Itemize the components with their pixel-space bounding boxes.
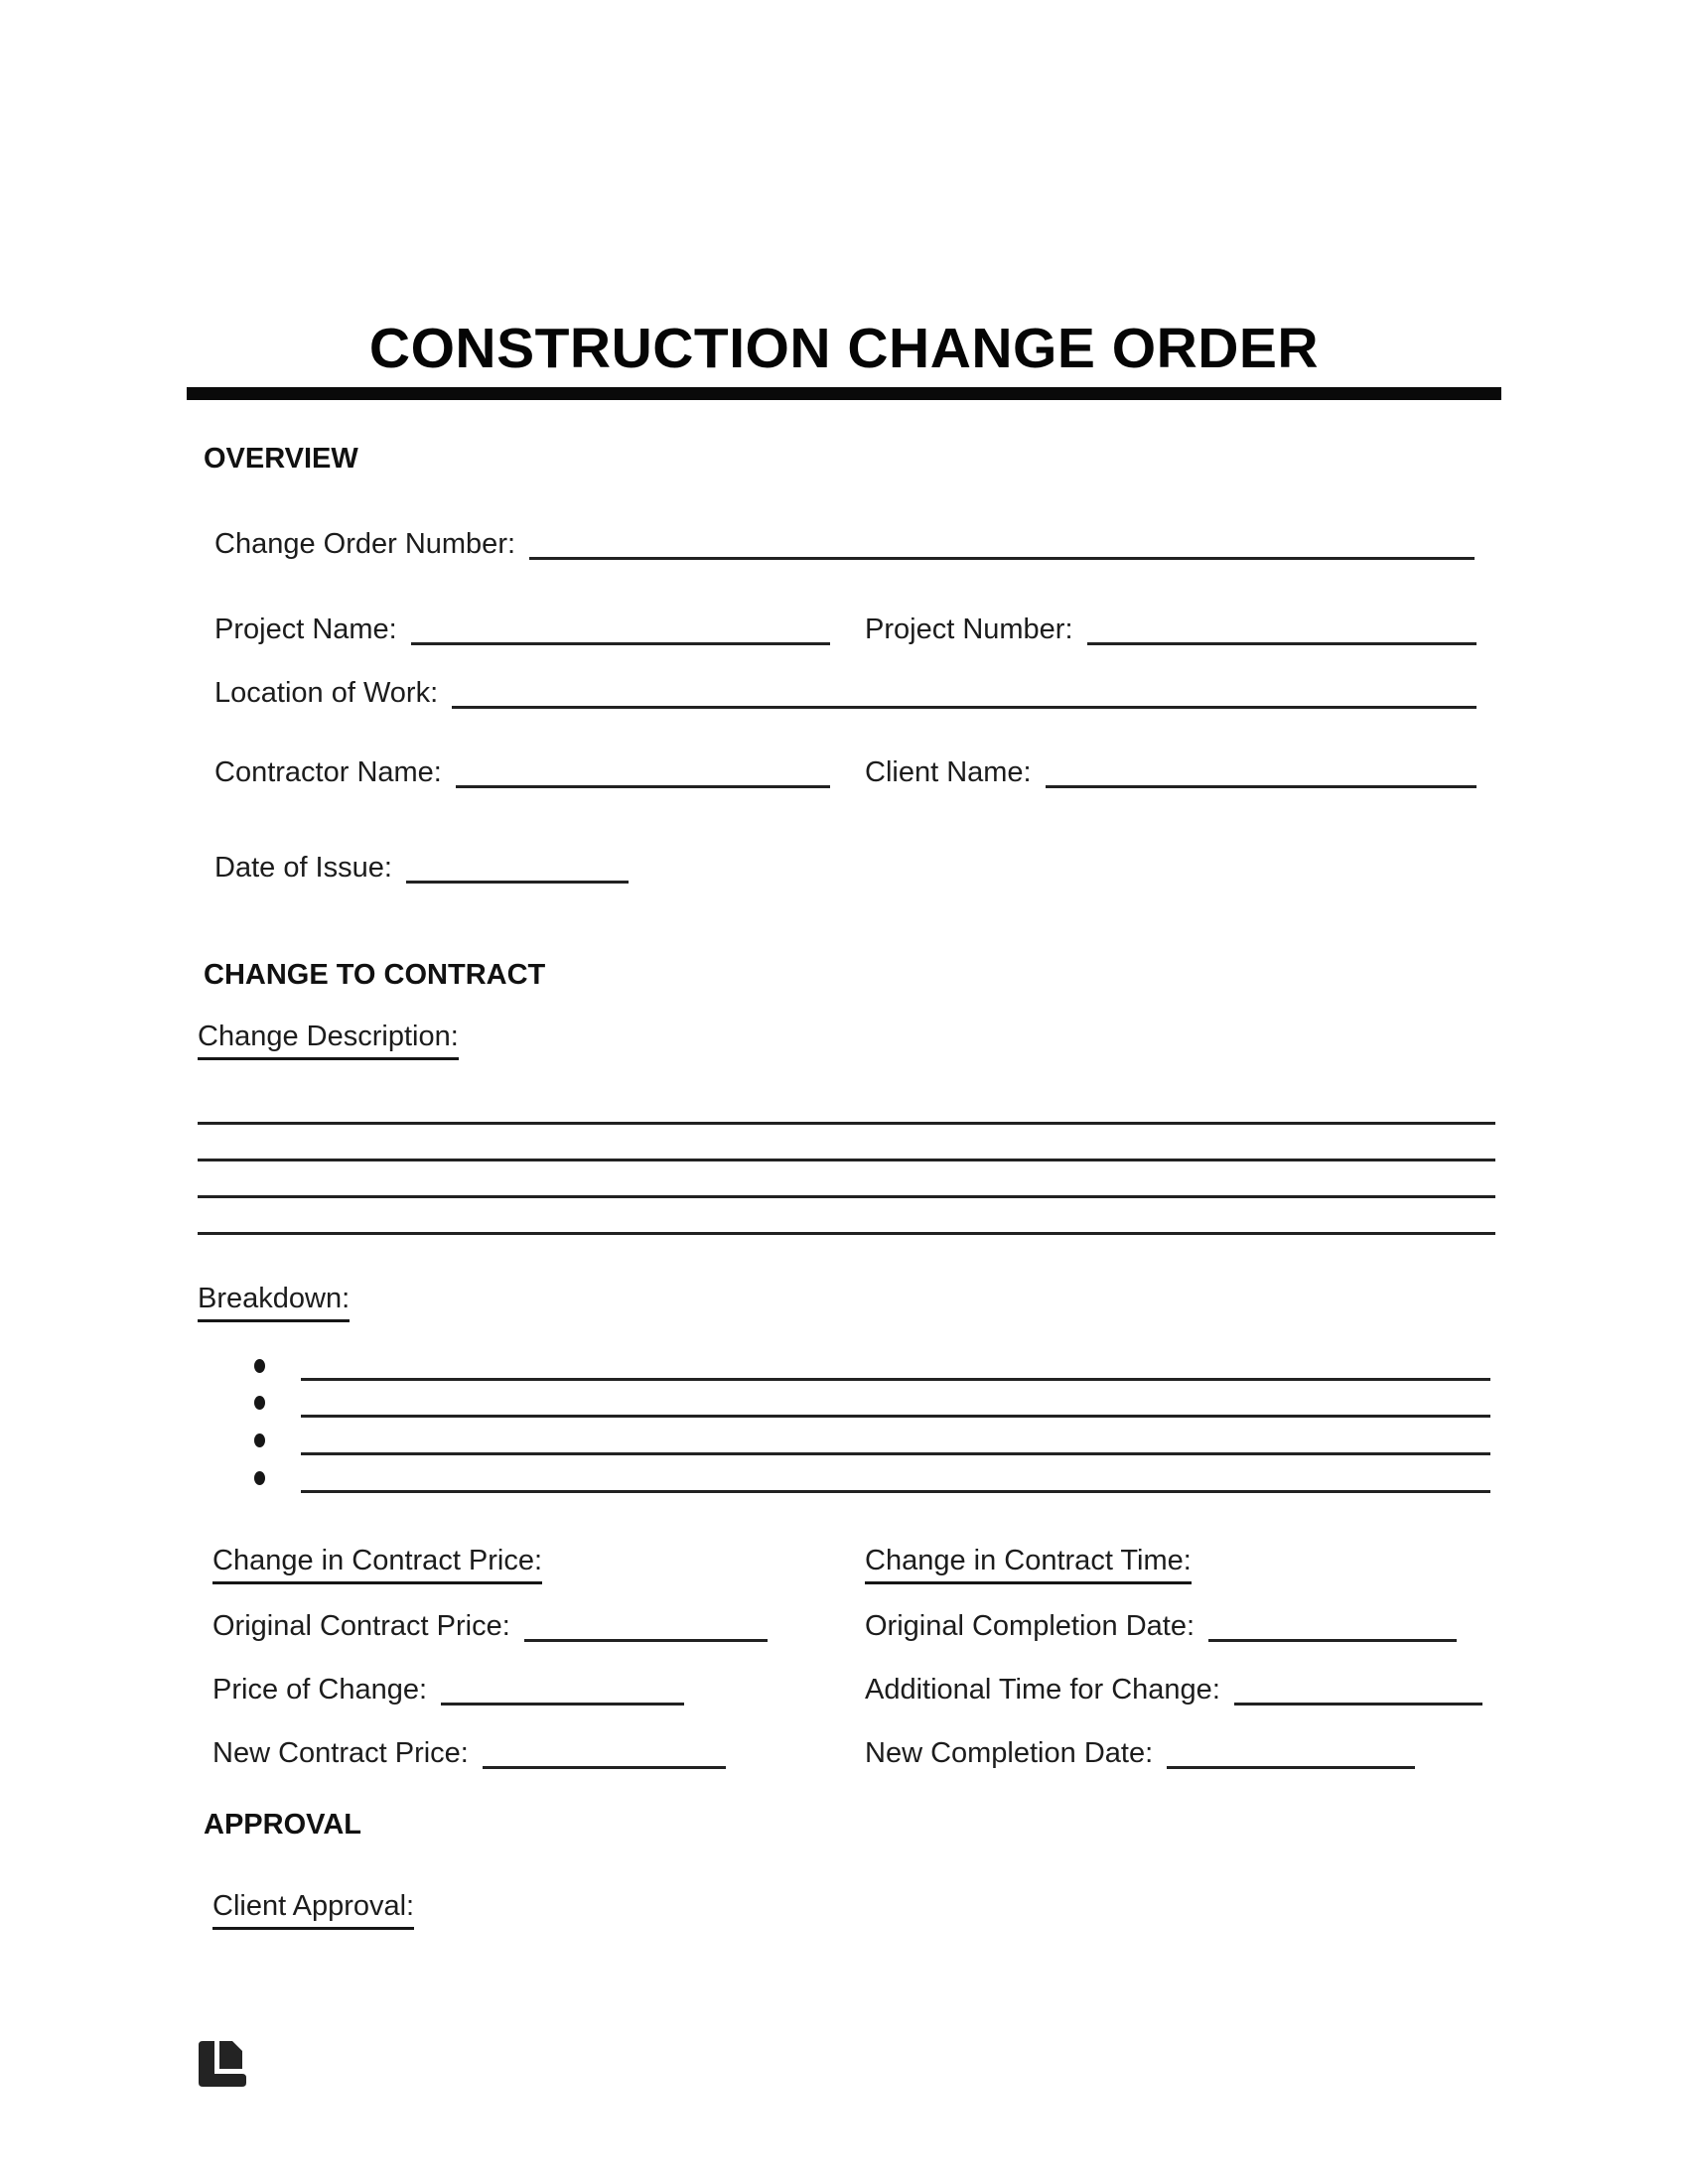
client-name-label: Client Name: (865, 756, 1032, 788)
field-row-original-completion-date (865, 1610, 1457, 1643)
client-name-input-line[interactable] (1046, 779, 1477, 788)
field-row-additional-time-for-change (865, 1674, 1482, 1706)
legal-templates-logo-icon (199, 2041, 246, 2087)
client-approval-label: Client Approval: (212, 1890, 414, 1930)
original-contract-price-label: Original Contract Price: (212, 1610, 510, 1642)
bullet-icon (254, 1471, 265, 1485)
price-of-change-label: Price of Change: (212, 1674, 428, 1706)
field-row-project-number (865, 614, 1477, 646)
location-of-work-label: Location of Work: (214, 677, 439, 709)
overview-heading: OVERVIEW (204, 443, 358, 475)
change-description-line-1[interactable] (198, 1122, 1495, 1125)
date-of-issue-input-line[interactable] (406, 875, 629, 884)
price-of-change-input-line[interactable] (441, 1697, 684, 1706)
contractor-name-label: Contractor Name: (214, 756, 442, 788)
new-completion-date-label: New Completion Date: (865, 1737, 1154, 1769)
breakdown-item-2 (254, 1388, 1490, 1418)
approval-heading: APPROVAL (204, 1809, 361, 1841)
additional-time-for-change-input-line[interactable] (1234, 1697, 1482, 1706)
breakdown-label: Breakdown: (198, 1283, 350, 1322)
document-title: CONSTRUCTION CHANGE ORDER (368, 317, 1320, 380)
original-contract-price-input-line[interactable] (524, 1633, 768, 1642)
new-contract-price-input-line[interactable] (483, 1760, 726, 1769)
breakdown-item-1-input-line[interactable] (301, 1374, 1490, 1381)
breakdown-item-2-input-line[interactable] (301, 1411, 1490, 1418)
change-in-contract-price-heading: Change in Contract Price: (212, 1545, 542, 1584)
field-row-new-contract-price (212, 1737, 726, 1770)
field-row-location-of-work (214, 677, 1477, 710)
change-description-line-3[interactable] (198, 1195, 1495, 1198)
project-name-input-line[interactable] (411, 636, 830, 645)
breakdown-item-1 (254, 1351, 1490, 1381)
contractor-name-input-line[interactable] (456, 779, 830, 788)
original-completion-date-label: Original Completion Date: (865, 1610, 1196, 1642)
change-order-number-input-line[interactable] (529, 551, 1475, 560)
new-contract-price-label: New Contract Price: (212, 1737, 469, 1769)
location-of-work-input-line[interactable] (452, 700, 1477, 709)
additional-time-for-change-label: Additional Time for Change: (865, 1674, 1220, 1706)
project-number-input-line[interactable] (1087, 636, 1477, 645)
breakdown-item-3-input-line[interactable] (301, 1448, 1490, 1455)
field-row-client-name (865, 756, 1477, 789)
field-row-new-completion-date (865, 1737, 1415, 1770)
field-row-price-of-change (212, 1674, 684, 1706)
breakdown-item-4-input-line[interactable] (301, 1486, 1490, 1493)
field-row-date-of-issue (214, 852, 629, 885)
field-row-change-order-number (214, 528, 1475, 561)
bullet-icon (254, 1396, 265, 1410)
change-description-line-2[interactable] (198, 1159, 1495, 1161)
change-order-number-label: Change Order Number: (214, 528, 516, 560)
breakdown-item-4 (254, 1463, 1490, 1493)
change-description-label: Change Description: (198, 1021, 459, 1060)
project-number-label: Project Number: (865, 614, 1073, 645)
project-name-label: Project Name: (214, 614, 397, 645)
field-row-original-contract-price (212, 1610, 768, 1643)
field-row-contractor-name (214, 756, 830, 789)
date-of-issue-label: Date of Issue: (214, 852, 392, 884)
bullet-icon (254, 1359, 265, 1373)
change-description-line-4[interactable] (198, 1232, 1495, 1235)
new-completion-date-input-line[interactable] (1167, 1760, 1415, 1769)
bullet-icon (254, 1433, 265, 1447)
change-to-contract-heading: CHANGE TO CONTRACT (204, 959, 546, 991)
breakdown-item-3 (254, 1426, 1490, 1455)
change-in-contract-time-heading: Change in Contract Time: (865, 1545, 1192, 1584)
original-completion-date-input-line[interactable] (1208, 1633, 1457, 1642)
title-rule (187, 387, 1501, 400)
field-row-project-name (214, 614, 830, 646)
